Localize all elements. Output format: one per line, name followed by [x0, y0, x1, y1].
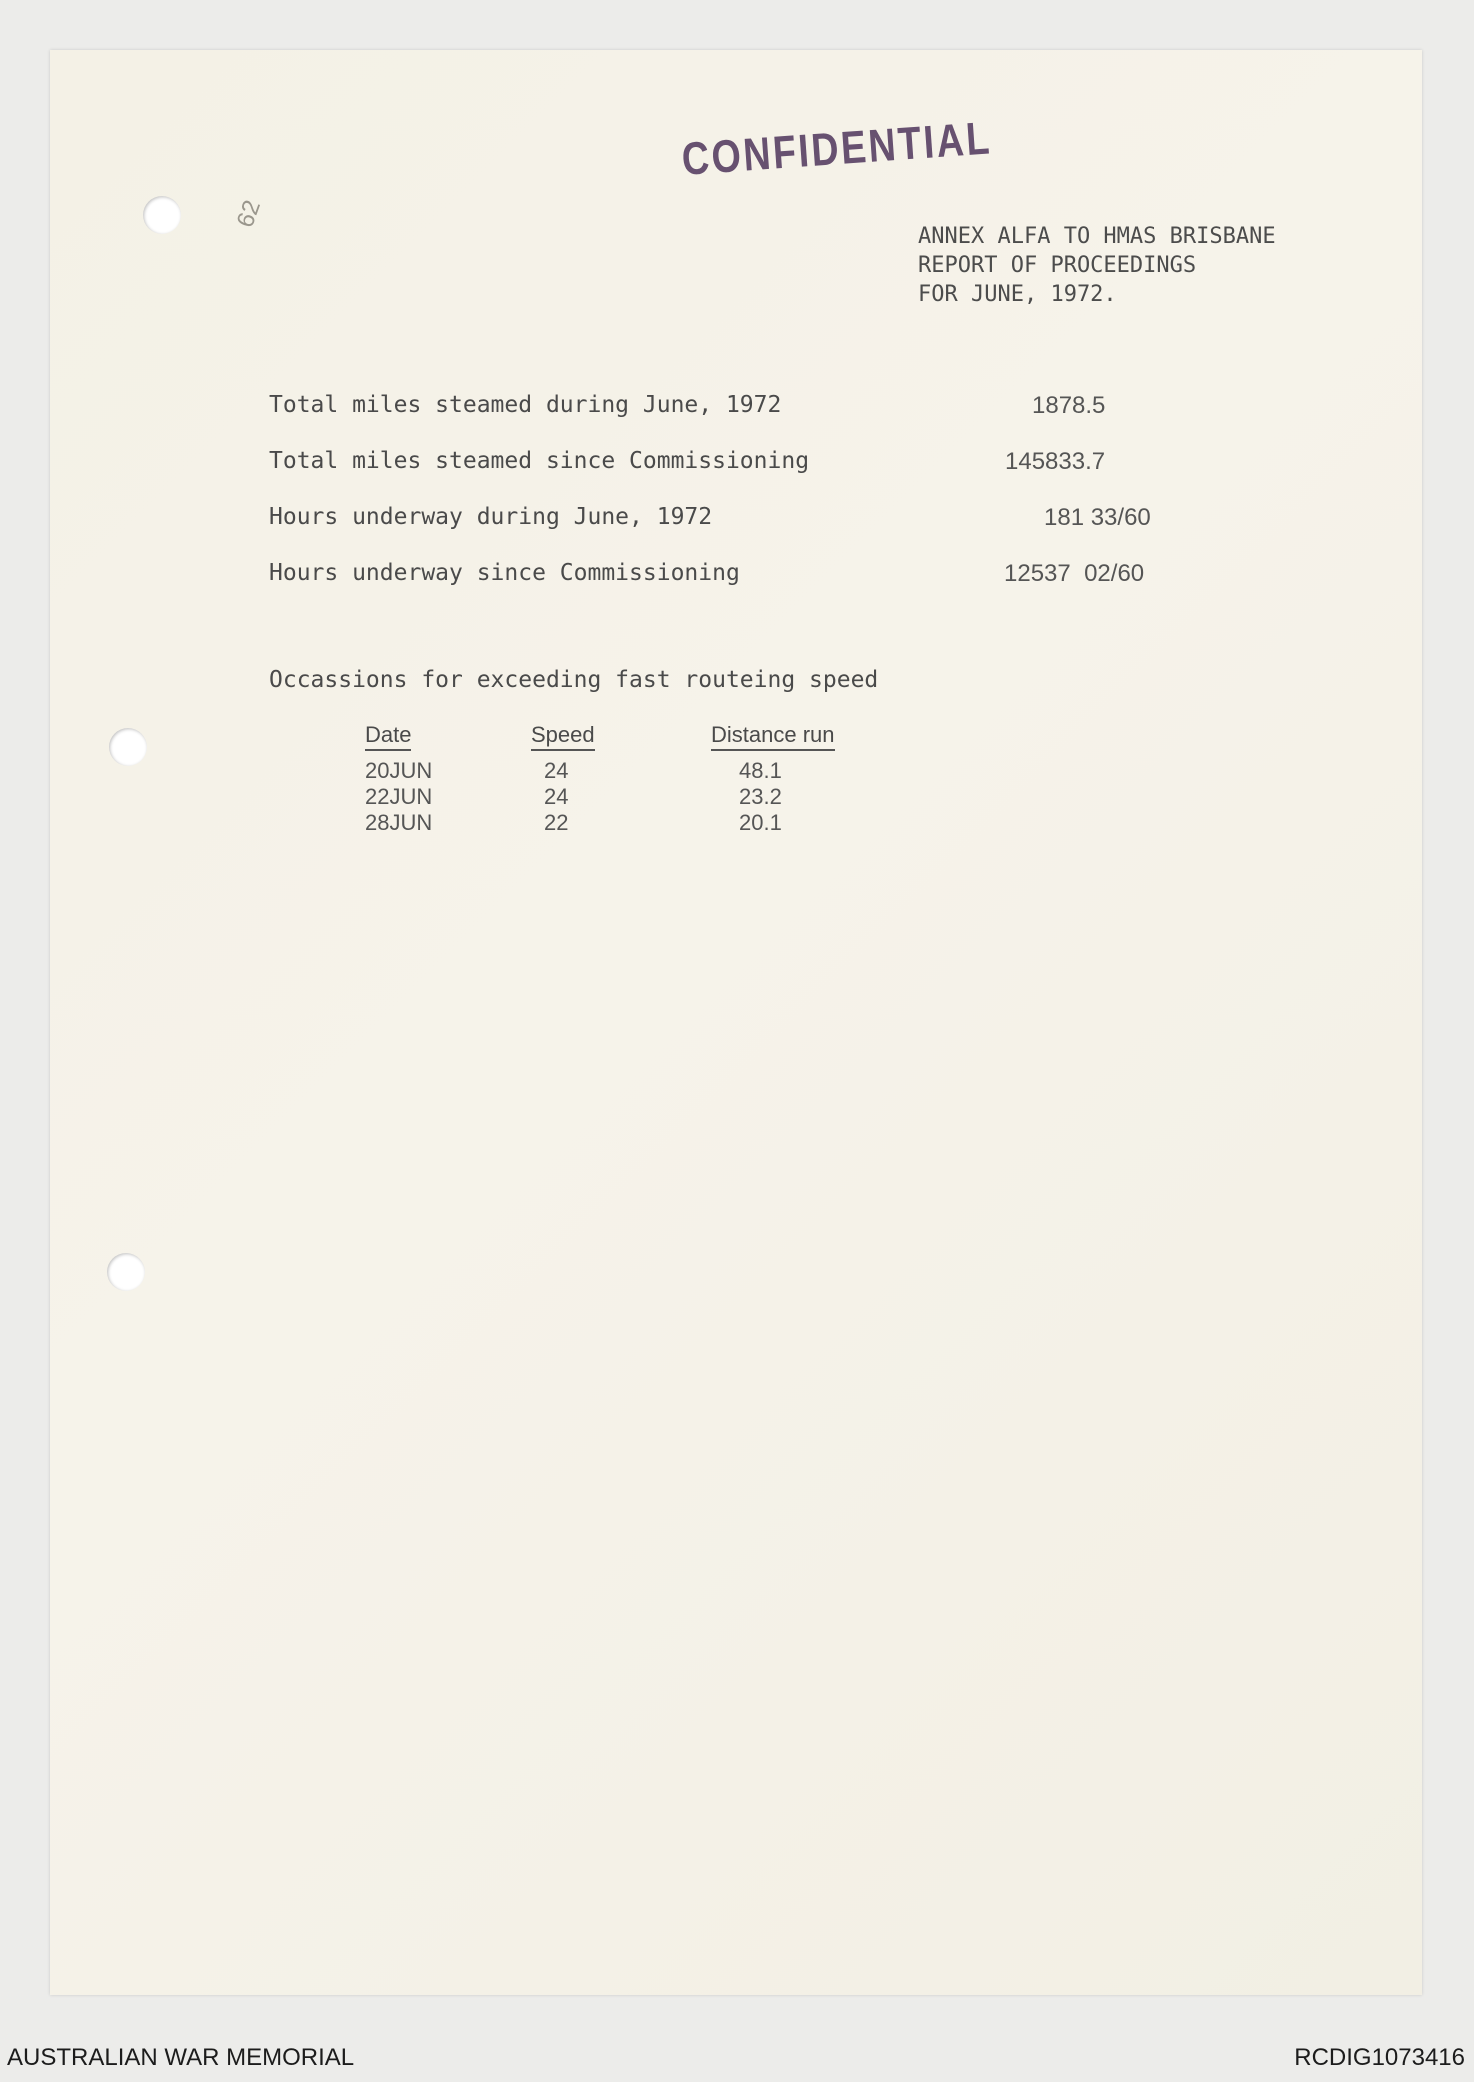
table-header-distance: Distance run — [711, 722, 835, 751]
table-cell-date: 20JUN — [365, 758, 433, 783]
stat-label: Total miles steamed since Commissioning — [269, 448, 810, 474]
stat-row-hours-commissioning — [269, 560, 1169, 590]
stat-value: 145833.7 — [1005, 448, 1106, 475]
stat-value: 1878.5 — [1032, 392, 1106, 419]
footer-record-id: RCDIG1073416 — [1294, 2044, 1465, 2071]
table-cell-distance: 23.2 — [739, 784, 782, 809]
table-cell-distance: 20.1 — [739, 810, 782, 835]
table-cell-speed: 24 — [544, 758, 569, 783]
table-cell-distance: 48.1 — [739, 758, 782, 783]
pencil-folio-mark: 62 — [231, 196, 267, 231]
annex-line-1: ANNEX ALFA TO HMAS BRISBANE — [918, 224, 1276, 249]
table-cell-date: 22JUN — [365, 784, 433, 809]
annex-header — [918, 222, 1276, 309]
footer-institution: AUSTRALIAN WAR MEMORIAL — [7, 2044, 355, 2071]
stat-row-miles-june — [269, 392, 1169, 422]
table-cell-speed: 24 — [544, 784, 569, 809]
stat-value: 12537 02/60 — [1004, 560, 1145, 587]
table-cell-speed: 22 — [544, 810, 569, 835]
stat-label: Hours underway during June, 1972 — [269, 504, 713, 530]
annex-line-3: FOR JUNE, 1972. — [918, 282, 1117, 307]
table-header-date: Date — [365, 722, 411, 751]
stat-label: Hours underway since Commissioning — [269, 560, 740, 586]
stat-row-hours-june — [269, 504, 1169, 534]
document-page — [50, 50, 1422, 1995]
occasions-heading: Occassions for exceeding fast routeing speed — [269, 667, 879, 693]
table-header-speed: Speed — [531, 722, 595, 751]
annex-line-2: REPORT OF PROCEEDINGS — [918, 253, 1197, 278]
confidential-stamp: CONFIDENTIAL — [680, 111, 994, 185]
punch-hole-bottom — [107, 1253, 145, 1291]
table-cell-date: 28JUN — [365, 810, 433, 835]
stat-row-miles-commissioning — [269, 448, 1169, 478]
stat-value: 181 33/60 — [1044, 504, 1151, 531]
punch-hole-top — [143, 196, 181, 234]
punch-hole-middle — [109, 728, 147, 766]
stat-label: Total miles steamed during June, 1972 — [269, 392, 782, 418]
